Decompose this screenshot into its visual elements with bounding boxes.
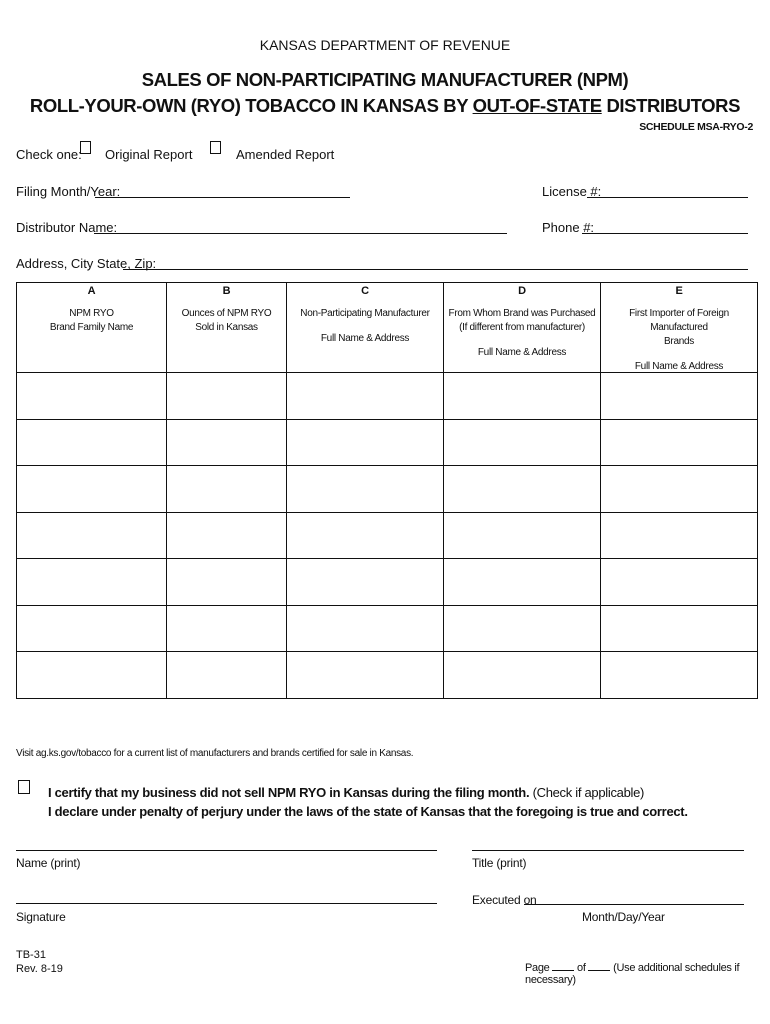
table-cell-b[interactable] <box>167 512 287 559</box>
table-cell-a[interactable] <box>17 466 167 513</box>
table-cell-a[interactable] <box>17 373 167 420</box>
page-of-label: of <box>577 962 586 974</box>
column-header-a <box>17 283 167 373</box>
sales-table <box>16 282 758 699</box>
column-title: First Importer of Foreign Manufactured Brands <box>629 308 729 347</box>
table-cell-c[interactable] <box>287 466 444 513</box>
table-cell-a[interactable] <box>17 512 167 559</box>
column-title: Ounces of NPM RYO Sold in Kansas <box>181 308 272 333</box>
table-cell-e[interactable] <box>601 559 758 606</box>
form-title-line1: SALES OF NON-PARTICIPATING MANUFACTURER (NPM) <box>141 69 629 90</box>
table-row <box>17 605 758 652</box>
page-note: (Use additional schedules if necessary) <box>525 962 740 986</box>
table-body <box>17 373 758 699</box>
filing-month-label: Filing Month/Year: <box>16 184 121 199</box>
column-letter: E <box>675 285 683 297</box>
signature-field[interactable] <box>16 903 437 904</box>
table-cell-b[interactable] <box>167 373 287 420</box>
table-cell-e[interactable] <box>601 652 758 699</box>
declare-statement: I declare under penalty of perjury under the laws of the state of Kansas that the foregoing is true and correct. <box>48 804 688 819</box>
certify-normal-text: (Check if applicable) <box>529 785 645 800</box>
column-header-b <box>167 283 287 373</box>
table-row <box>17 559 758 606</box>
checkbox-icon <box>18 780 30 794</box>
column-subtitle: Full Name & Address <box>634 361 724 372</box>
table-cell-a[interactable] <box>17 652 167 699</box>
column-title: From Whom Brand was Purchased (If different from manufacturer) <box>448 308 596 333</box>
table-cell-e[interactable] <box>601 512 758 559</box>
column-title: Non-Participating Manufacturer <box>300 308 430 319</box>
table-cell-d[interactable] <box>444 466 601 513</box>
table-cell-d[interactable] <box>444 652 601 699</box>
original-report-label: Original Report <box>105 147 193 162</box>
column-letter: D <box>518 285 526 297</box>
license-label: License #: <box>542 184 602 199</box>
table-cell-a[interactable] <box>17 559 167 606</box>
column-subtitle: Full Name & Address <box>320 333 410 344</box>
table-cell-c[interactable] <box>287 512 444 559</box>
table-cell-c[interactable] <box>287 373 444 420</box>
title-part: ROLL-YOUR-OWN (RYO) TOBACCO IN KANSAS BY <box>29 95 473 116</box>
title-print-field[interactable] <box>472 850 744 851</box>
table-cell-b[interactable] <box>167 559 287 606</box>
table-cell-e[interactable] <box>601 419 758 466</box>
table-cell-a[interactable] <box>17 605 167 652</box>
table-cell-b[interactable] <box>167 466 287 513</box>
page-total-field[interactable] <box>588 970 610 971</box>
table-cell-c[interactable] <box>287 559 444 606</box>
executed-on-label: Executed on <box>472 893 537 907</box>
title-print-label: Title (print) <box>472 856 527 870</box>
table-cell-e[interactable] <box>601 373 758 420</box>
date-format-label: Month/Day/Year <box>582 910 665 924</box>
distributor-name-label: Distributor Name: <box>16 220 118 235</box>
department-name: KANSAS DEPARTMENT OF REVENUE <box>259 37 511 53</box>
form-id: TB-31 <box>16 949 46 961</box>
table-cell-d[interactable] <box>444 512 601 559</box>
column-letter: B <box>222 285 231 297</box>
column-header-d <box>444 283 601 373</box>
column-letter: C <box>361 285 369 297</box>
certify-checkbox[interactable] <box>18 780 30 799</box>
license-field[interactable] <box>587 197 748 198</box>
table-cell-c[interactable] <box>287 605 444 652</box>
amended-report-checkbox[interactable] <box>210 141 221 159</box>
title-part-end: DISTRIBUTORS <box>601 95 741 116</box>
table-cell-c[interactable] <box>287 652 444 699</box>
column-title: NPM RYO Brand Family Name <box>49 308 134 333</box>
table-cell-a[interactable] <box>17 419 167 466</box>
table-cell-b[interactable] <box>167 605 287 652</box>
table-cell-d[interactable] <box>444 419 601 466</box>
form-title-line2 <box>0 95 770 117</box>
table-cell-b[interactable] <box>167 419 287 466</box>
page-number-field[interactable] <box>552 970 574 971</box>
phone-label: Phone #: <box>542 220 595 235</box>
table-cell-c[interactable] <box>287 419 444 466</box>
table-cell-d[interactable] <box>444 605 601 652</box>
signature-label: Signature <box>16 910 66 924</box>
table-cell-e[interactable] <box>601 605 758 652</box>
column-header-e <box>601 283 758 373</box>
schedule-id: SCHEDULE MSA-RYO-2 <box>639 121 753 133</box>
table-row <box>17 373 758 420</box>
table-cell-e[interactable] <box>601 466 758 513</box>
filing-month-field[interactable] <box>95 197 350 198</box>
table-header-row <box>17 283 758 373</box>
table-row <box>17 419 758 466</box>
table-cell-d[interactable] <box>444 373 601 420</box>
table-row <box>17 652 758 699</box>
executed-on-field[interactable] <box>524 904 744 905</box>
table-cell-d[interactable] <box>444 559 601 606</box>
original-report-checkbox[interactable] <box>80 141 91 159</box>
certify-bold-text: I certify that my business did not sell NPM RYO in Kansas during the filing month. <box>48 785 530 800</box>
phone-field[interactable] <box>582 233 748 234</box>
certify-statement <box>48 785 644 800</box>
name-print-field[interactable] <box>16 850 437 851</box>
column-subtitle: Full Name & Address <box>477 347 567 358</box>
page-label: Page <box>525 962 550 974</box>
checkbox-icon <box>210 141 221 154</box>
table-row <box>17 466 758 513</box>
distributor-name-field[interactable] <box>94 233 507 234</box>
column-letter: A <box>87 285 96 297</box>
form-revision: Rev. 8-19 <box>16 963 63 975</box>
amended-report-label: Amended Report <box>236 147 335 162</box>
page-count <box>525 962 770 986</box>
table-cell-b[interactable] <box>167 652 287 699</box>
name-print-label: Name (print) <box>16 856 81 870</box>
column-header-c <box>287 283 444 373</box>
address-label: Address, City State, Zip: <box>16 256 157 271</box>
check-one-label: Check one: <box>16 147 82 162</box>
certified-list-note: Visit ag.ks.gov/tobacco for a current list of manufacturers and brands certified for sale in Kansas. <box>16 748 414 759</box>
title-underlined: OUT-OF-STATE <box>472 95 602 116</box>
address-field[interactable] <box>123 269 748 270</box>
table-row <box>17 512 758 559</box>
checkbox-icon <box>80 141 91 154</box>
